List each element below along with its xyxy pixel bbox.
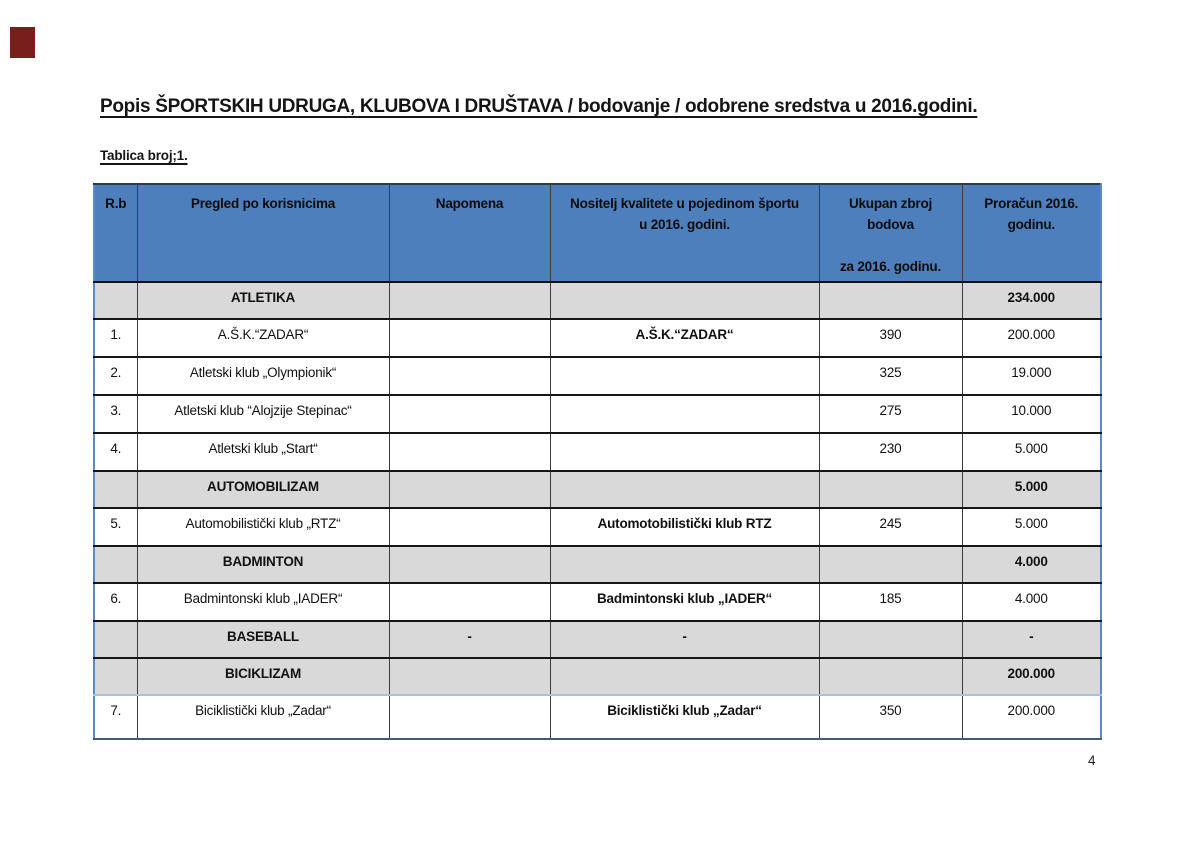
cell-rb — [94, 471, 137, 508]
cell-napomena — [389, 508, 550, 546]
cell-pregled: BICIKLIZAM — [137, 658, 389, 695]
column-header-rb — [94, 184, 137, 282]
column-header-line: R.b — [105, 196, 127, 211]
cell-napomena — [389, 433, 550, 471]
table-row-entry — [94, 357, 1101, 395]
cell-napomena — [389, 546, 550, 583]
cell-nositelj: Automotobilistički klub RTZ — [550, 508, 819, 546]
cell-napomena — [389, 658, 550, 695]
cell-napomena — [389, 282, 550, 319]
cell-bodovi: 325 — [819, 357, 962, 395]
column-header-line: u 2016. godini. — [639, 217, 730, 232]
cell-rb: 7. — [94, 695, 137, 739]
cell-proracun: 4.000 — [962, 546, 1101, 583]
cell-bodovi: 185 — [819, 583, 962, 621]
column-header-line: godinu. — [1007, 217, 1055, 232]
cell-pregled: A.Š.K.“ZADAR“ — [137, 319, 389, 357]
cell-proracun: 200.000 — [962, 695, 1101, 739]
cell-pregled: Biciklistički klub „Zadar“ — [137, 695, 389, 739]
column-header-line: Nositelj kvalitete u pojedinom športu — [570, 196, 799, 211]
cell-proracun: 4.000 — [962, 583, 1101, 621]
cell-bodovi — [819, 658, 962, 695]
cell-rb — [94, 546, 137, 583]
cell-nositelj: A.Š.K.“ZADAR“ — [550, 319, 819, 357]
column-header-pregled — [137, 184, 389, 282]
cell-proracun: 5.000 — [962, 508, 1101, 546]
cell-rb — [94, 621, 137, 658]
table-row-entry — [94, 395, 1101, 433]
cell-napomena — [389, 471, 550, 508]
table-row-section — [94, 621, 1101, 658]
table-row-entry — [94, 508, 1101, 546]
cell-pregled: BASEBALL — [137, 621, 389, 658]
cell-napomena — [389, 319, 550, 357]
column-header-bodovi — [819, 184, 962, 282]
cell-proracun: 234.000 — [962, 282, 1101, 319]
cell-rb — [94, 282, 137, 319]
column-header-proracun — [962, 184, 1101, 282]
column-header-line: Proračun 2016. — [984, 196, 1079, 211]
table-row-entry — [94, 695, 1101, 739]
cell-bodovi — [819, 546, 962, 583]
cell-nositelj: - — [550, 621, 819, 658]
cell-nositelj — [550, 471, 819, 508]
cell-rb: 2. — [94, 357, 137, 395]
cell-pregled: BADMINTON — [137, 546, 389, 583]
cell-bodovi — [819, 282, 962, 319]
cell-rb: 1. — [94, 319, 137, 357]
cell-nositelj: Biciklistički klub „Zadar“ — [550, 695, 819, 739]
cell-proracun: 19.000 — [962, 357, 1101, 395]
table-row-section — [94, 658, 1101, 695]
cell-bodovi: 275 — [819, 395, 962, 433]
column-header-line: za 2016. godinu. — [839, 259, 942, 274]
page-title: Popis ŠPORTSKIH UDRUGA, KLUBOVA I DRUŠTAVA / bodovanje / odobrene sredstva u 2016.godini. — [100, 96, 978, 117]
table-header — [94, 184, 1101, 282]
cell-nositelj — [550, 395, 819, 433]
cell-pregled: Atletski klub „Start“ — [137, 433, 389, 471]
cell-pregled: Badmintonski klub „IADER“ — [137, 583, 389, 621]
cell-nositelj — [550, 546, 819, 583]
cell-bodovi — [819, 471, 962, 508]
cell-rb — [94, 658, 137, 695]
cell-proracun: 5.000 — [962, 433, 1101, 471]
cell-nositelj — [550, 433, 819, 471]
table-row-section — [94, 282, 1101, 319]
cell-proracun: - — [962, 621, 1101, 658]
cell-nositelj — [550, 658, 819, 695]
cell-bodovi — [819, 621, 962, 658]
cell-proracun: 200.000 — [962, 319, 1101, 357]
cell-nositelj — [550, 282, 819, 319]
column-header-line: Napomena — [435, 196, 504, 211]
table-row-section — [94, 546, 1101, 583]
cell-nositelj: Badmintonski klub „IADER“ — [550, 583, 819, 621]
cell-rb: 4. — [94, 433, 137, 471]
table-row-entry — [94, 583, 1101, 621]
cell-napomena: - — [389, 621, 550, 658]
column-header-line: Pregled po korisnicima — [190, 196, 336, 211]
cell-pregled: Atletski klub „Olympionik“ — [137, 357, 389, 395]
cell-proracun: 5.000 — [962, 471, 1101, 508]
cell-pregled: Automobilistički klub „RTZ“ — [137, 508, 389, 546]
table-row-entry — [94, 319, 1101, 357]
column-header-napomena — [389, 184, 550, 282]
table-row-section — [94, 471, 1101, 508]
cell-bodovi: 390 — [819, 319, 962, 357]
table-header-row — [94, 184, 1101, 282]
cell-pregled: ATLETIKA — [137, 282, 389, 319]
cell-bodovi: 245 — [819, 508, 962, 546]
column-header-nositelj — [550, 184, 819, 282]
page-number: 4 — [1088, 753, 1096, 768]
cell-proracun: 200.000 — [962, 658, 1101, 695]
table-row-entry — [94, 433, 1101, 471]
cell-bodovi: 350 — [819, 695, 962, 739]
cell-napomena — [389, 695, 550, 739]
cell-napomena — [389, 583, 550, 621]
table-body — [94, 282, 1101, 739]
column-header-line: bodova — [867, 217, 914, 232]
column-header-line: Ukupan zbroj — [848, 196, 933, 211]
cell-napomena — [389, 395, 550, 433]
cell-napomena — [389, 357, 550, 395]
column-header-line — [820, 235, 962, 256]
cell-proracun: 10.000 — [962, 395, 1101, 433]
cell-rb: 6. — [94, 583, 137, 621]
red-marker-box — [10, 27, 35, 58]
cell-rb: 3. — [94, 395, 137, 433]
cell-rb: 5. — [94, 508, 137, 546]
table-caption: Tablica broj;1. — [100, 148, 188, 163]
cell-bodovi: 230 — [819, 433, 962, 471]
cell-nositelj — [550, 357, 819, 395]
cell-pregled: AUTOMOBILIZAM — [137, 471, 389, 508]
cell-pregled: Atletski klub “Alojzije Stepinac“ — [137, 395, 389, 433]
sports-clubs-table — [93, 183, 1102, 740]
